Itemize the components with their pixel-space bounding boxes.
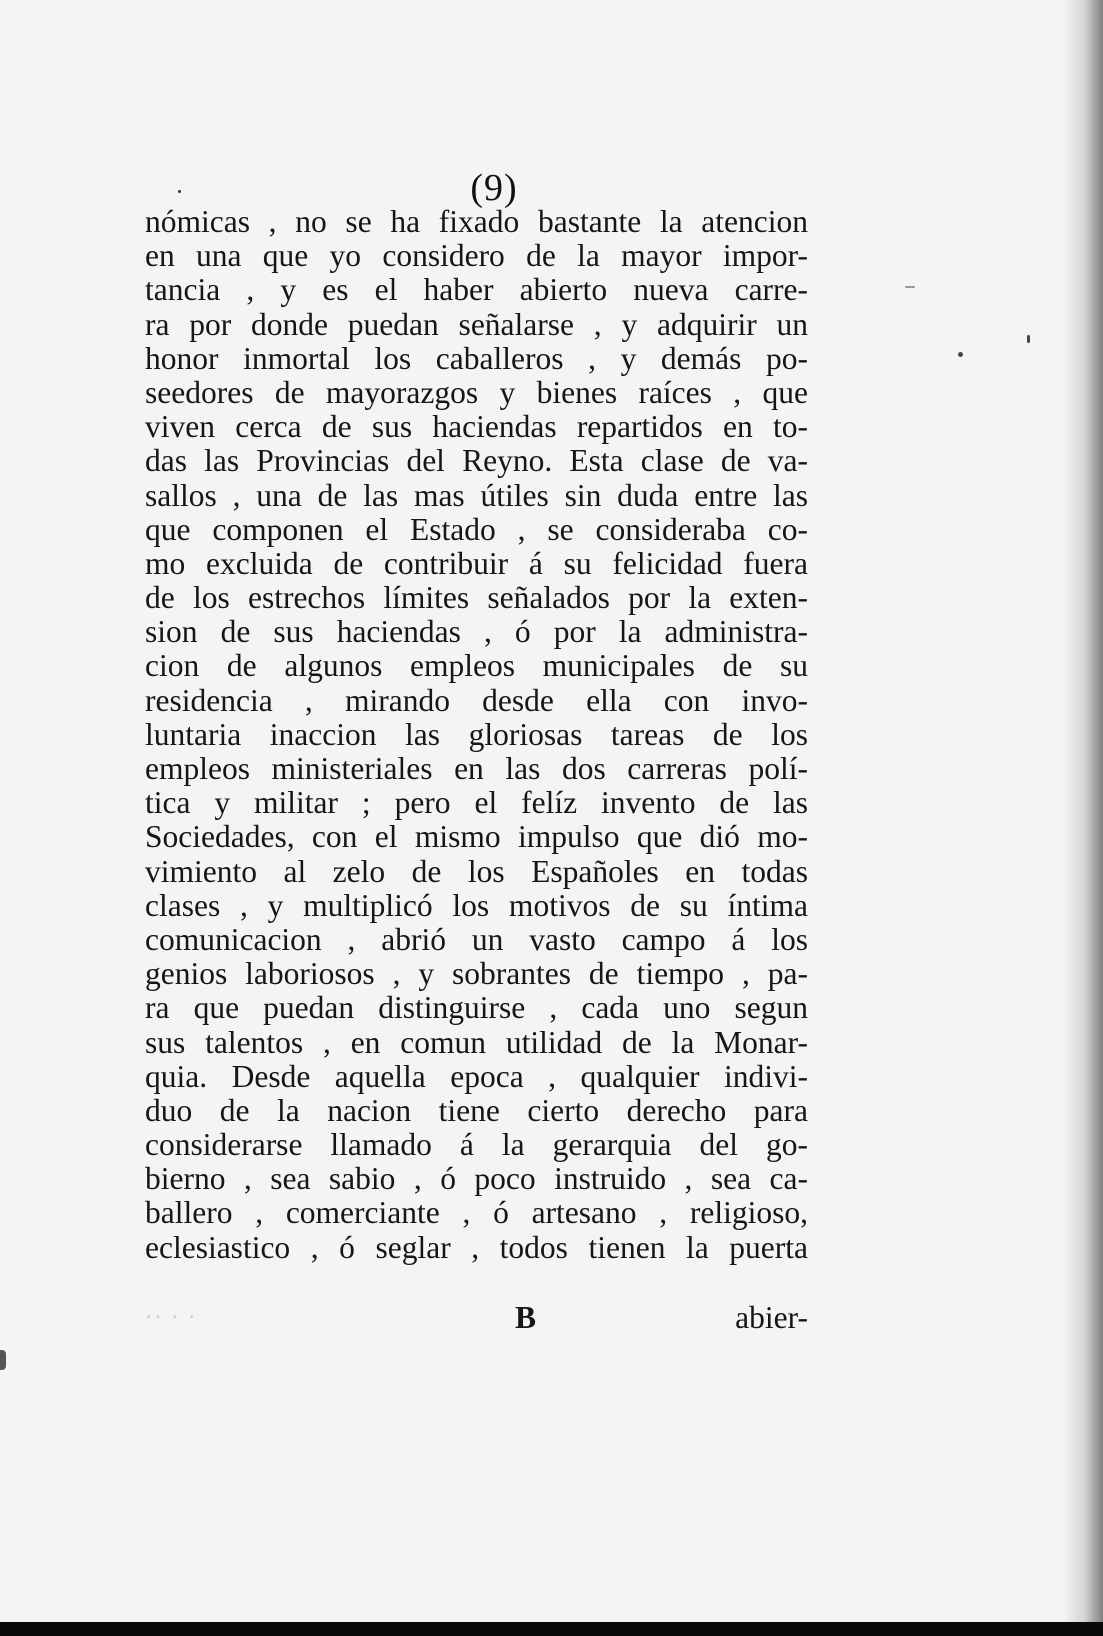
faint-bleed-through-mark: ·· · · [145, 1304, 198, 1329]
ink-speck [958, 352, 963, 357]
text-line: sus talentos , en comun utilidad de la Monar- [145, 1025, 808, 1060]
text-line: clases , y multiplicó los motivos de su íntima [145, 888, 808, 923]
text-line: bierno , sea sabio , ó poco instruido , sea ca- [145, 1162, 808, 1197]
page-footer [145, 1300, 808, 1340]
text-line: mo excluida de contribuir á su felicidad fuera [145, 546, 808, 581]
signature-mark: B [515, 1300, 537, 1335]
body-text [145, 205, 808, 1265]
text-line: vimiento al zelo de los Españoles en todas [145, 854, 808, 889]
text-line: honor inmortal los caballeros , y demás po- [145, 341, 808, 376]
text-line: das las Provincias del Reyno. Esta clase de va- [145, 444, 808, 479]
text-line: de los estrechos límites señalados por la exten- [145, 581, 808, 616]
text-line: quia. Desde aquella epoca , qualquier indivi- [145, 1059, 808, 1094]
text-line: sion de sus haciendas , ó por la administra- [145, 615, 808, 650]
scan-edge-mark [0, 1350, 6, 1370]
text-line: nómicas , no se ha fixado bastante la atencion [145, 205, 808, 239]
text-line: genios laboriosos , y sobrantes de tiempo , pa- [145, 957, 808, 992]
text-line: cion de algunos empleos municipales de su [145, 649, 808, 684]
text-line: comunicacion , abrió un vasto campo á los [145, 922, 808, 957]
text-line: considerarse llamado á la gerarquia del go- [145, 1128, 808, 1163]
text-line: duo de la nacion tiene cierto derecho para [145, 1093, 808, 1128]
catchword: abier- [735, 1300, 808, 1335]
text-line: tancia , y es el haber abierto nueva carre- [145, 273, 808, 308]
text-line: Sociedades, con el mismo impulso que dió mo- [145, 820, 808, 855]
text-line: tica y militar ; pero el felíz invento de las [145, 786, 808, 821]
ink-dot [178, 190, 181, 193]
page-edge-shadow [1063, 0, 1103, 1636]
ink-speck [1027, 335, 1030, 343]
text-line: residencia , mirando desde ella con invo- [145, 683, 808, 718]
text-line: sallos , una de las mas útiles sin duda entre las [145, 478, 808, 513]
text-line: eclesiastico , ó seglar , todos tienen la puerta [145, 1230, 808, 1265]
page-number: (9) [470, 167, 518, 209]
text-line: viven cerca de sus haciendas repartidos en to- [145, 410, 808, 445]
text-line: que componen el Estado , se consideraba co- [145, 512, 808, 547]
text-line: empleos ministeriales en las dos carreras polí- [145, 752, 808, 786]
text-line: seedores de mayorazgos y bienes raíces , que [145, 375, 808, 410]
text-line: ballero , comerciante , ó artesano , religioso, [145, 1196, 808, 1231]
text-line: en una que yo considero de la mayor impor- [145, 239, 808, 274]
scan-border-bottom [0, 1622, 1103, 1636]
text-line: ra por donde puedan señalarse , y adquirir un [145, 307, 808, 342]
ink-speck [905, 286, 915, 288]
text-line: ra que puedan distinguirse , cada uno segun [145, 991, 808, 1026]
text-line: luntaria inaccion las gloriosas tareas de los [145, 717, 808, 752]
